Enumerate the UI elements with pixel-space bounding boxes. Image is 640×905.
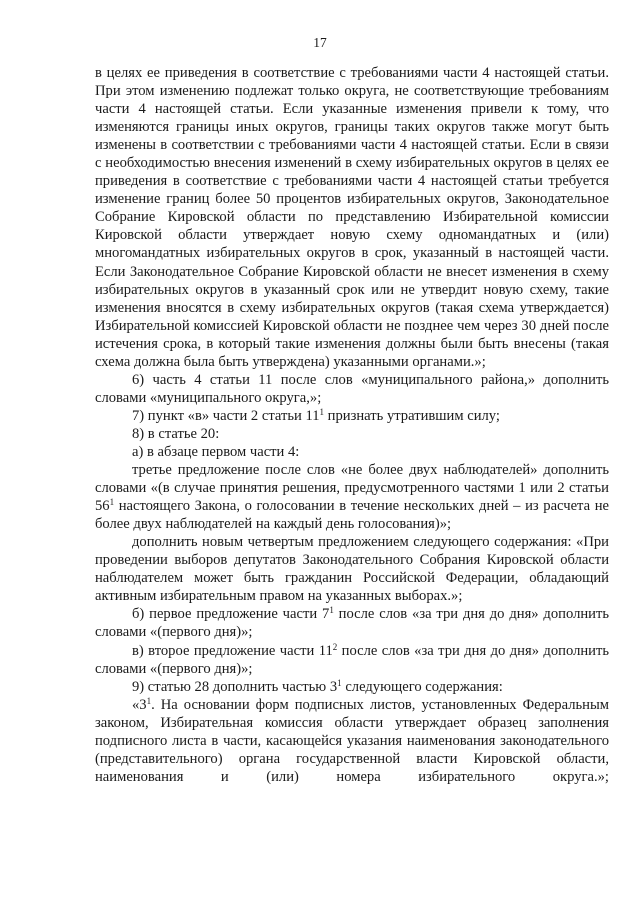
paragraph-4 <box>95 443 609 461</box>
paragraph-3 <box>95 425 609 443</box>
paragraph-8 <box>95 642 609 678</box>
superscript-index: 1 <box>109 497 115 508</box>
paragraph-7 <box>95 605 609 641</box>
superscript-index: 1 <box>319 406 325 417</box>
paragraph-text: третье предложение после слов «не более двух наблюдателей» дополнить словами «(в случае принятия решения, предусмотренного частями 1 или 2 статьи 56 <box>95 462 609 515</box>
paragraph-text: настоящего Закона, о голосовании в течение нескольких дней – из расчета не более двух наблюдателей на каждый день голосования)»; <box>95 498 609 533</box>
superscript-index: 1 <box>329 605 334 616</box>
paragraph-text: «3 <box>132 696 147 713</box>
paragraph-5 <box>95 461 609 533</box>
paragraph-text: следующего содержания: <box>341 678 503 695</box>
superscript-index: 1 <box>337 677 342 688</box>
paragraph-1 <box>95 371 609 407</box>
paragraph-0 <box>95 64 609 371</box>
paragraph-text: дополнить новым четвертым предложением следующего содержания: «При проведении выборов депутатов Законодательного Собрания Кировской области наблюдателем может быть гражданин Российской Федерации, обладающий активным избирательным правом на указанных выборах.»; <box>95 534 609 605</box>
paragraph-text: б) первое предложение части 7 <box>132 606 330 623</box>
paragraph-text: после слов «за три дня до дня» дополнить словами «(первого дня)»; <box>95 606 609 641</box>
paragraph-text: 8) в статье 20: <box>132 425 220 442</box>
paragraph-9 <box>95 678 609 696</box>
superscript-index: 2 <box>332 641 338 652</box>
paragraph-text: 6) часть 4 статьи 11 после слов «муниципального района,» дополнить словами «муниципального округа,»; <box>95 371 609 406</box>
paragraph-2 <box>95 407 609 425</box>
paragraph-text: 7) пункт «в» части 2 статьи 11 <box>132 407 320 424</box>
paragraph-text: после слов «за три дня до дня» дополнить словами «(первого дня)»; <box>95 642 609 677</box>
document-body <box>95 64 609 786</box>
page-number: 17 <box>313 35 327 50</box>
paragraph-6 <box>95 533 609 605</box>
paragraph-text: а) в абзаце первом части 4: <box>132 443 300 460</box>
paragraph-text: в) второе предложение части 11 <box>132 642 333 659</box>
paragraph-text: в целях ее приведения в соответствие с требованиями части 4 настоящей статьи. При этом изменению подлежат только округа, не соответствующие требованиям части 4 настоящей статьи. Если указанные изменения привели к тому, что изменяются границы иных округов, границы таких округов также могут быть изменены в соответствии с требованиями части 4 настоящей статьи. Если в связи с необходимостью внесения изменений в схему избирательных округов в целях ее приведения в соответствие с требованиями части 4 настоящей статьи требуется изменение границ более 50 процентов избирательных округов, Законодательное Собрание Кировской области по представлению Избирательной комиссии Кировской области утверждает новую схему одномандатных и (или) многомандатных избирательных округов в срок, указанный в настоящей части. Если Законодательное Собрание Кировской области не внесет изменения в схему избирательных округов в указанный срок или не утвердит новую схему, такие изменения вносятся в схему избирательных округов (такая схема утверждается) Избирательной комиссией Кировской области не позднее чем через 30 дней после истечения срока, в который такие изменения должны были быть внесены (такая схема должна была быть утверждена) указанными органами.»; <box>95 65 609 370</box>
paragraph-10 <box>95 696 609 786</box>
paragraph-text: 9) статью 28 дополнить частью 3 <box>132 678 338 695</box>
superscript-index: 1 <box>146 695 152 706</box>
paragraph-text: . На основании форм подписных листов, установленных Федеральным законом, Избирательная комиссия области утверждает образец заполнения подписного листа в части, касающейся указания наименования законодательного (представительного) органа государственной власти Кировской области, наименования и (или) номера избирательного округа.»; <box>95 696 609 785</box>
paragraph-text: признать утратившим силу; <box>324 407 500 424</box>
